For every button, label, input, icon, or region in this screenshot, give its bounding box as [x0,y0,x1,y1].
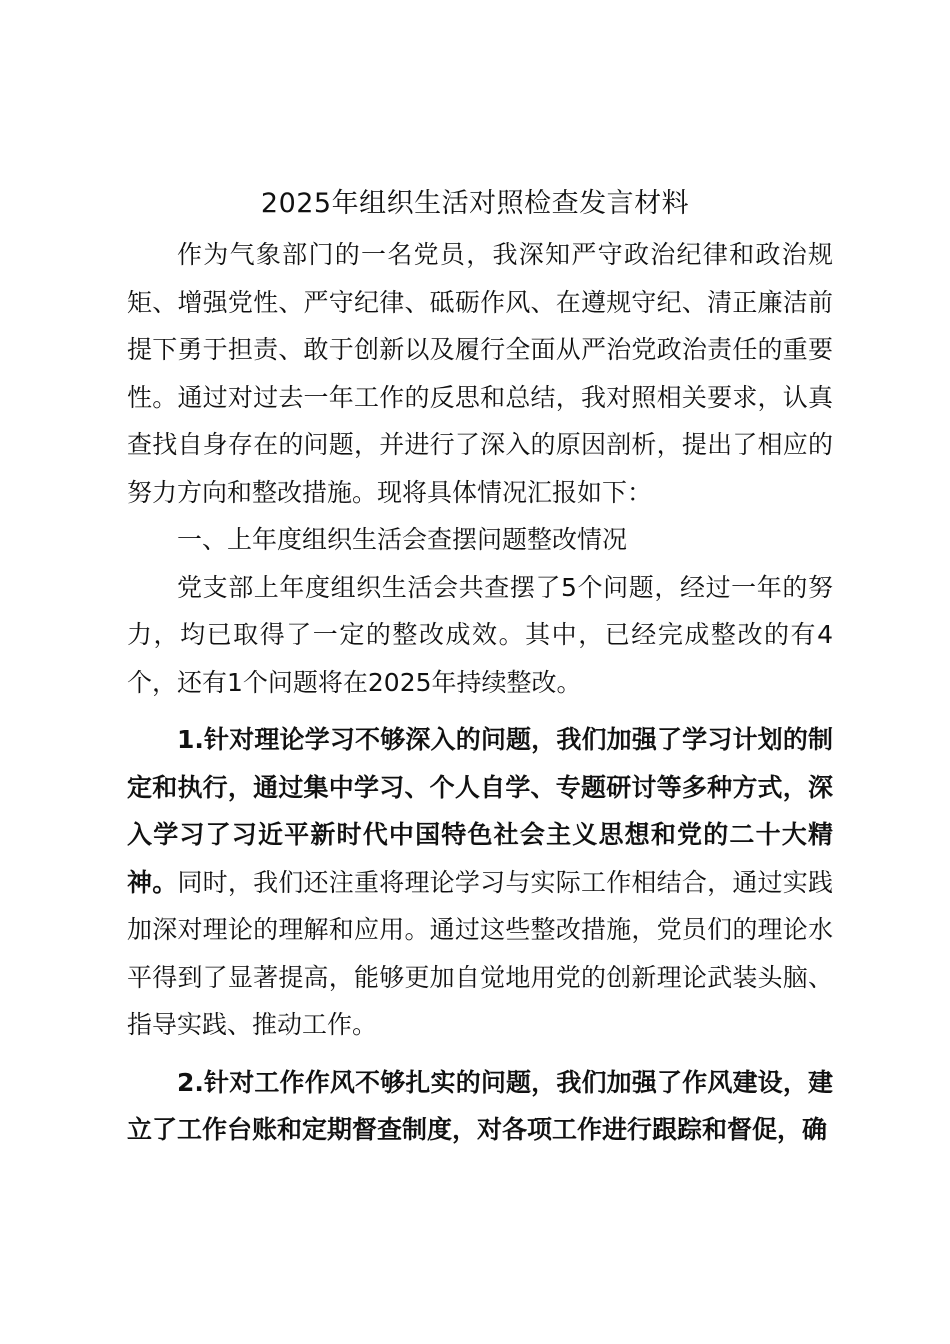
item-1-paragraph [127,716,833,1049]
document-body [127,231,833,1154]
item-1-bold-text: 1.针对理论学习不够深入的问题，我们加强了学习计划的制定和执行，通过集中学习、个人自学、专题研讨等多种方式，深入学习了习近平新时代中国特色社会主义思想和党的二十大精神。 [127,725,833,897]
item-1-text: 同时，我们还注重将理论学习与实际工作相结合，通过实践加深对理论的理解和应用。通过这些整改措施，党员们的理论水平得到了显著提高，能够更加自觉地用党的创新理论武装头脑、指导实践、推动工作。 [127,867,833,1039]
section-summary-paragraph: 党支部上年度组织生活会共查摆了5个问题，经过一年的努力，均已取得了一定的整改成效。其中，已经完成整改的有4个，还有1个问题将在2025年持续整改。 [127,572,833,697]
item-2-bold-text: 2.针对工作作风不够扎实的问题，我们加强了作风建设，建立了工作台账和定期督查制度，对各项工作进行跟踪和督促，确 [127,1067,833,1144]
document-title: 2025年组织生活对照检查发言材料 [260,188,690,219]
section-heading: 一、上年度组织生活会查摆问题整改情况 [177,525,628,554]
intro-paragraph: 作为气象部门的一名党员，我深知严守政治纪律和政治规矩、增强党性、严守纪律、砥砺作风、在遵规守纪、清正廉洁前提下勇于担责、敢于创新以及履行全面从严治党政治责任的重要性。通过对过去一年工作的反思和总结，我对照相关要求，认真查找自身存在的问题，并进行了深入的原因剖析，提出了相应的努力方向和整改措施。现将具体情况汇报如下： [127,240,833,507]
item-2-paragraph [127,1059,833,1154]
